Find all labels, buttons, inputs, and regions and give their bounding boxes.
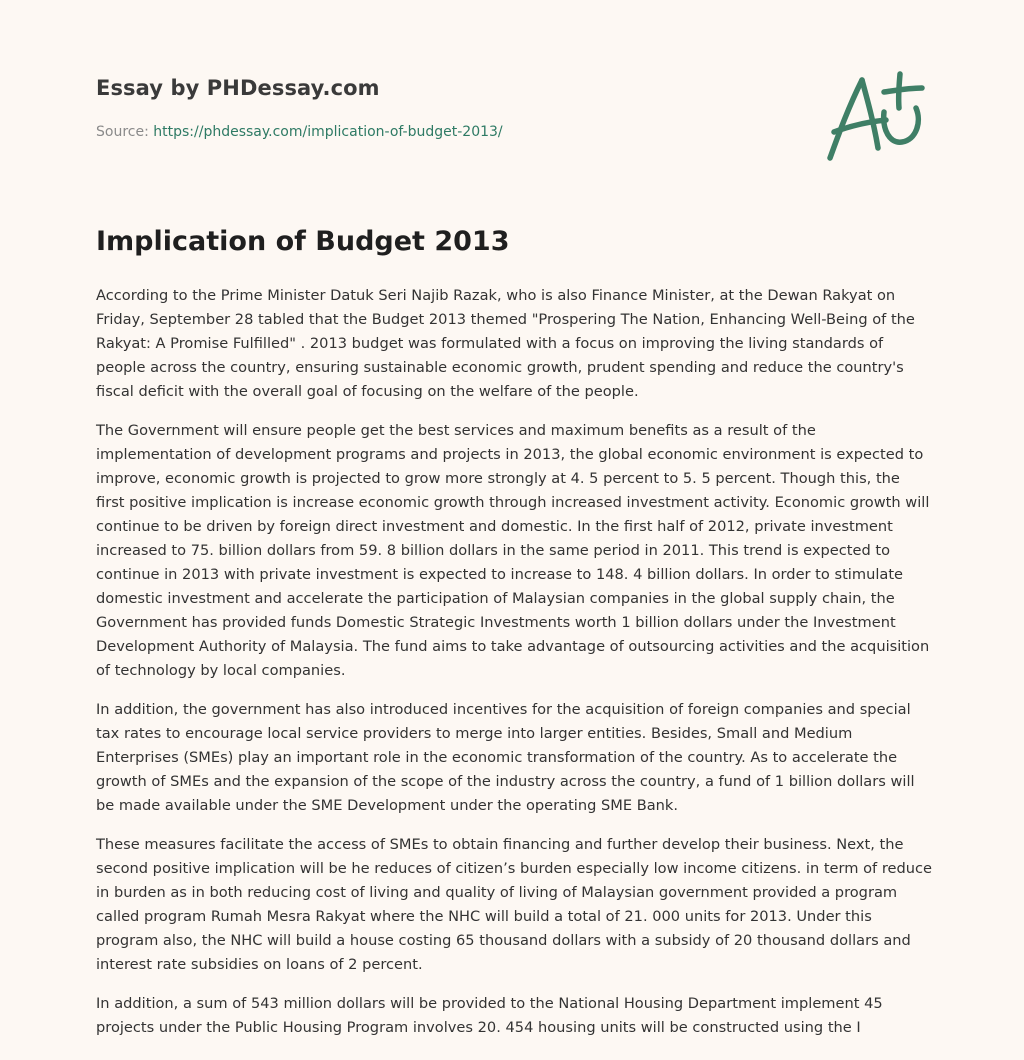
essay-paragraph: The Government will ensure people get the best services and maximum benefits as a result of the implementation of development programs and projects in 2013, the global economic environment is expected to improve, economic growth is projected to grow more strongly at 4. 5 percent to 5. 5 percent. Though this, the first positive implication is increase economic growth through increased investment activity. Economic growth will continue to be driven by foreign direct investment and domestic. In the first half of 2012, private investment increased to 75. billion dollars from 59. 8 billion dollars in the same period in 2011. This trend is expected to continue in 2013 with private investment is expected to increase to 148. 4 billion dollars. In order to stimulate domestic investment and accelerate the participation of Malaysian companies in the global supply chain, the Government has provided funds Domestic Strategic Investments worth 1 billion dollars under the Investment Development Authority of Malaysia. The fund aims to take advantage of outsourcing activities and the acquisition of technology by local companies. [96,422,930,679]
essay-paragraph: These measures facilitate the access of SMEs to obtain financing and further develop their business. Next, the second positive implication will be he reduces of citizen’s burden especially low income citizens. in term of reduce in burden as in both reducing cost of living and quality of living of Malaysian government provided a program called program Rumah Mesra Rakyat where the NHC will build a total of 21. 000 units for 2013. Under this program also, the NHC will build a house costing 65 thousand dollars with a subsidy of 20 thousand dollars and interest rate subsidies on loans of 2 percent. [96,836,933,973]
essay-paragraph: In addition, the government has also introduced incentives for the acquisition of foreign companies and special tax rates to encourage local service providers to merge into larger entities. Besides, Small and Medium Enterprises (SMEs) play an important role in the economic transformation of the country. As to accelerate the growth of SMEs and the expansion of the scope of the industry across the country, a fund of 1 billion dollars will be made available under the SME Development under the operating SME Bank. [96,701,915,814]
site-brand: Essay by PHDessay.com [96,76,380,100]
essay-title: Implication of Budget 2013 [96,226,510,257]
source-line [96,124,796,140]
essay-paragraph: According to the Prime Minister Datuk Seri Najib Razak, who is also Finance Minister, at the Dewan Rakyat on Friday, September 28 tabled that the Budget 2013 themed "Prospering The Nation, Enhancing Well-Being of the Rakyat: A Promise Fulfilled" . 2013 budget was formulated with a focus on improving the living standards of people across the country, ensuring sustainable economic growth, prudent spending and reduce the country's fiscal deficit with the overall goal of focusing on the welfare of the people. [96,287,915,400]
page-header [96,76,796,140]
essay-body [96,284,932,1055]
source-label: Source: [96,124,154,140]
a-plus-grade-icon [820,66,930,166]
source-link[interactable]: https://phdessay.com/implication-of-budget-2013/ [153,124,503,140]
essay-paragraph: In addition, a sum of 543 million dollars will be provided to the National Housing Department implement 45 projects under the Public Housing Program involves 20. 454 housing units will be constructed using the I [96,995,883,1036]
